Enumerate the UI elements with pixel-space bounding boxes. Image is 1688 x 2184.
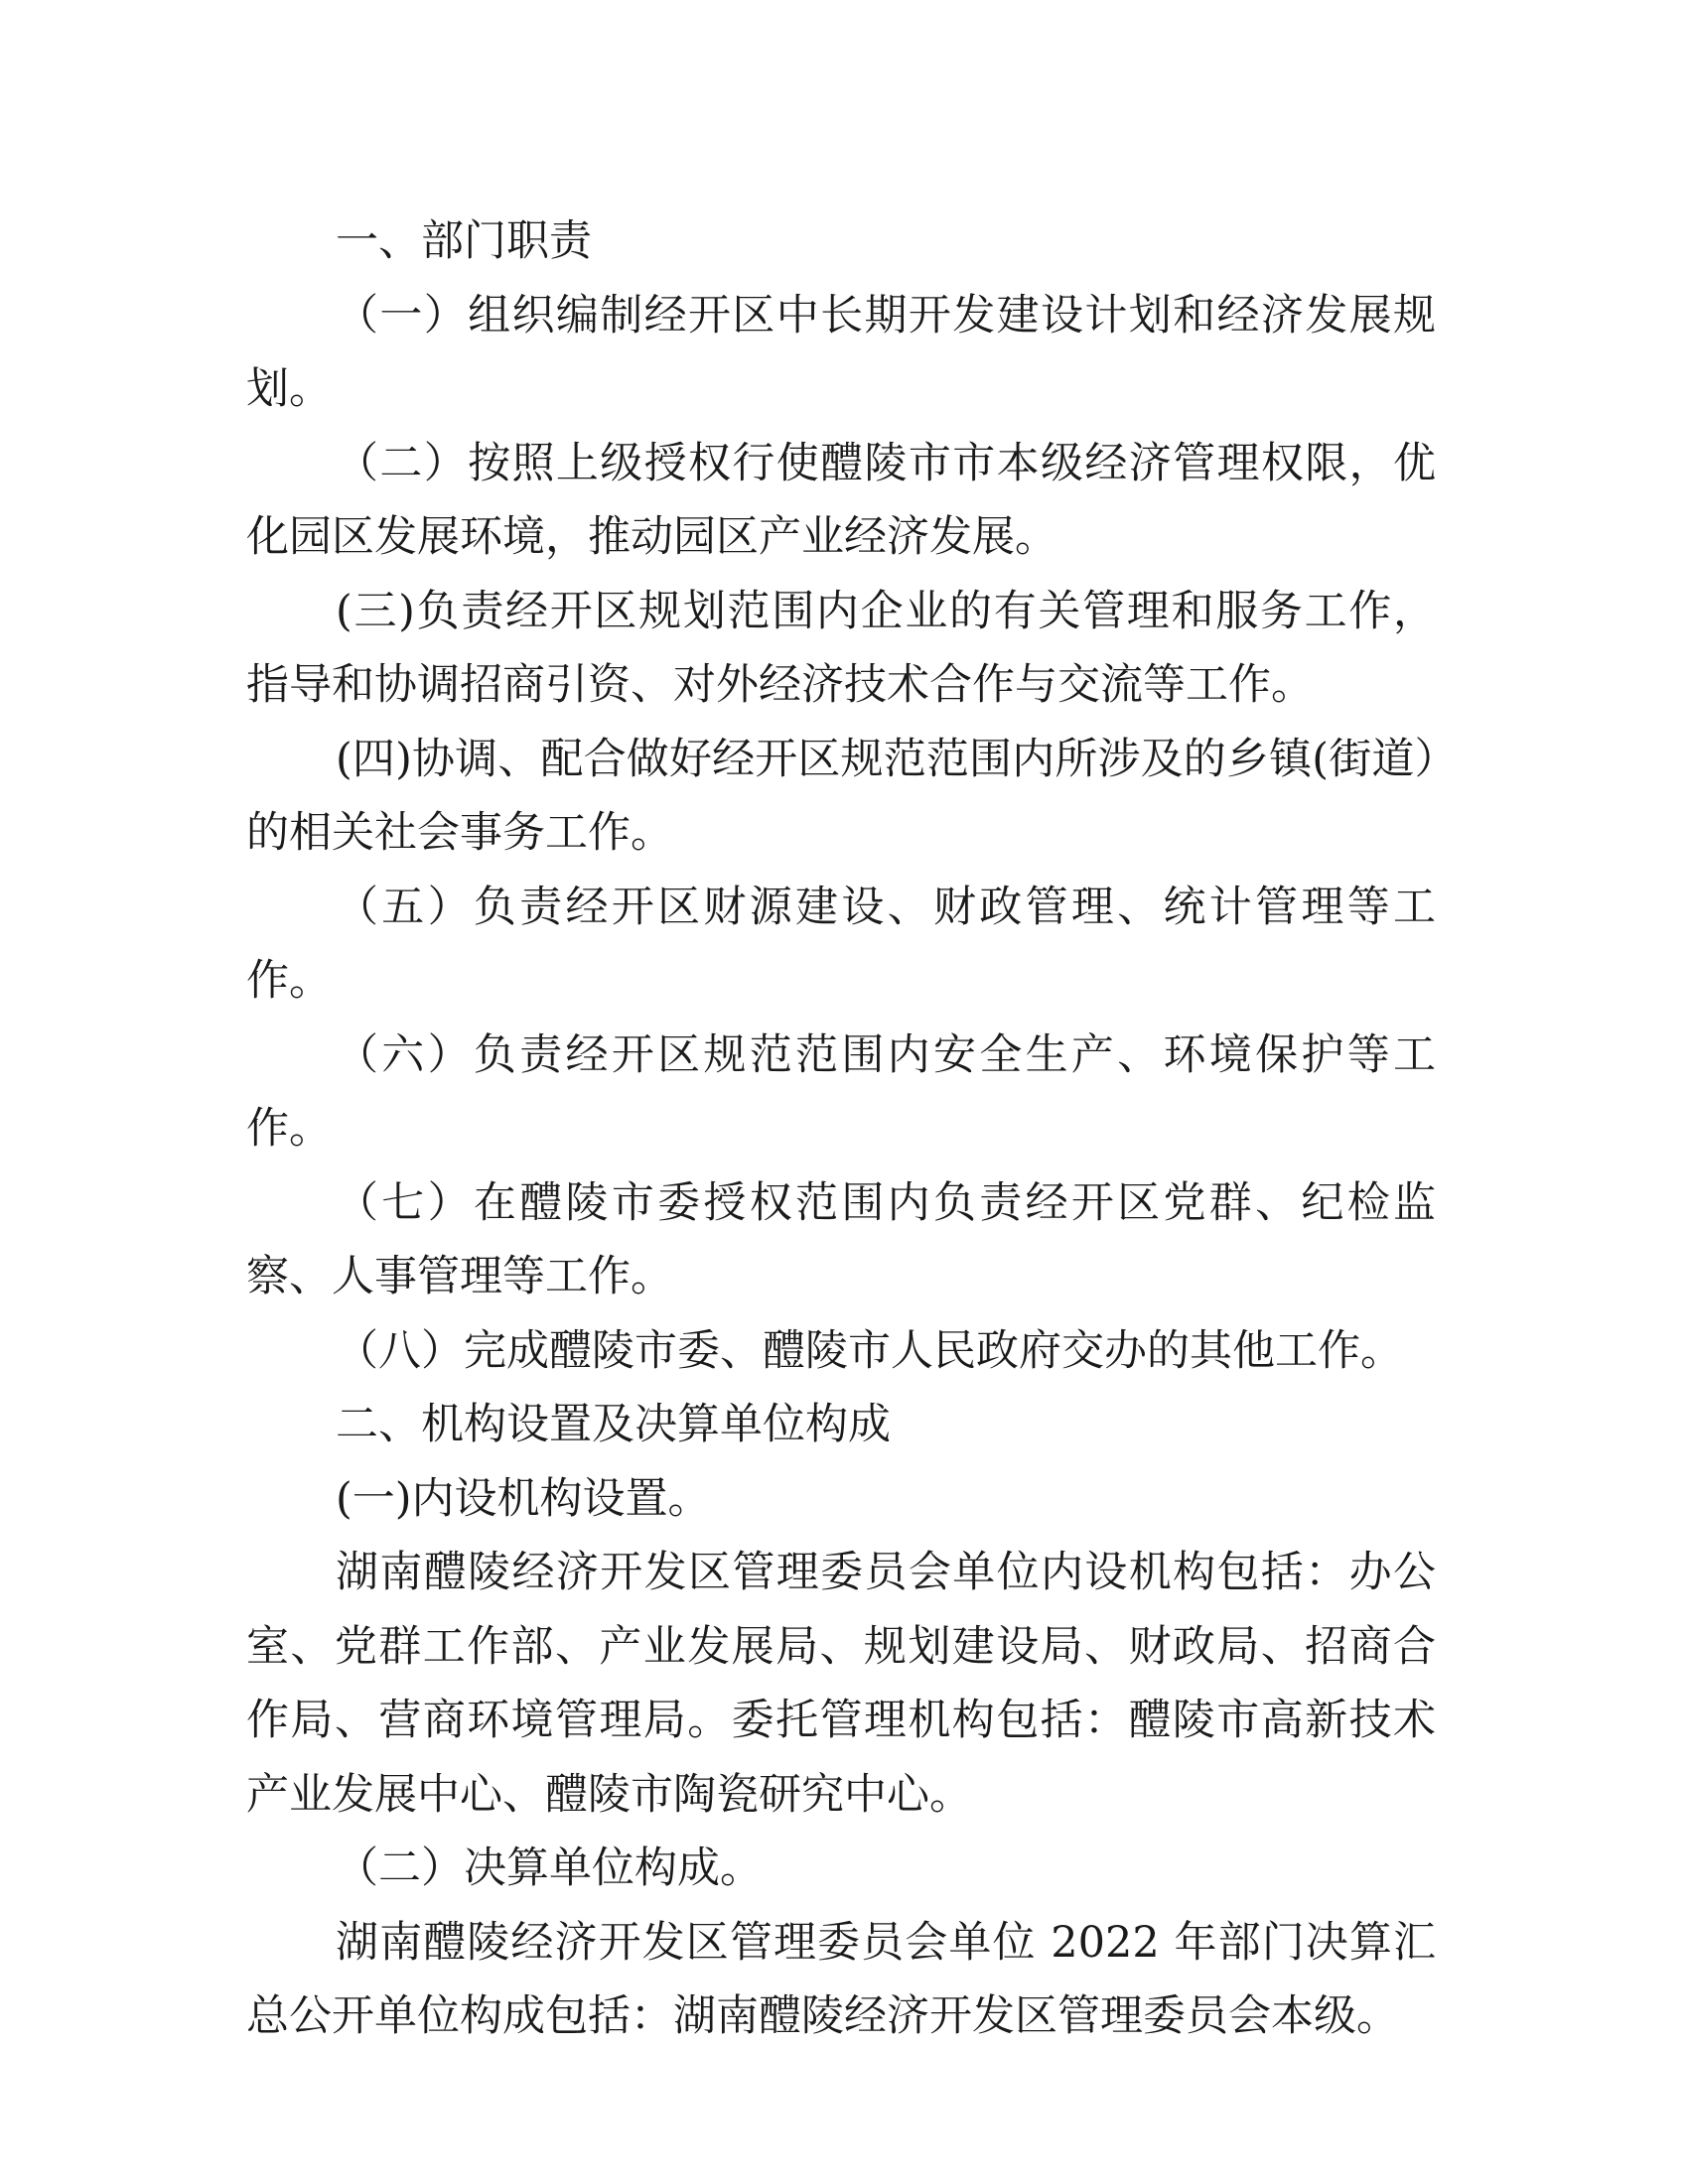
duty-item-3: (三)负责经开区规划范围内企业的有关管理和服务工作，指导和协调招商引资、对外经济技术合作与交流等工作。 [246,586,1436,710]
duty-item-4: (四)协调、配合做好经开区规范范围内所涉及的乡镇(街道）的相关社会事务工作。 [246,734,1436,858]
duty-item-6: （六）负责经开区规范范围内安全生产、环境保护等工作。 [246,1029,1436,1154]
subheading-internal-structure: (一)内设机构设置。 [336,1473,711,1524]
duty-item-8: （八）完成醴陵市委、醴陵市人民政府交办的其他工作。 [336,1325,1403,1376]
section-heading-structure: 二、机构设置及决算单位构成 [336,1400,891,1449]
duty-item-5: （五）负责经开区财源建设、财政管理、统计管理等工作。 [246,882,1436,1006]
subheading-accounting-units: （二）决算单位构成。 [336,1843,763,1893]
internal-structure-text: 湖南醴陵经济开发区管理委员会单位内设机构包括：办公室、党群工作部、产业发展局、规划建设局、财政局、招商合作局、营商环境管理局。委托管理机构包括：醴陵市高新技术产业发展中心、醴陵市陶瓷研究中心。 [246,1548,1436,1820]
duty-item-7: （七）在醴陵市委授权范围内负责经开区党群、纪检监察、人事管理等工作。 [246,1177,1436,1301]
duty-item-2: （二）按照上级授权行使醴陵市市本级经济管理权限，优化园区发展环境，推动园区产业经济发展。 [246,438,1436,562]
duty-item-1: （一）组织编制经开区中长期开发建设计划和经济发展规划。 [246,290,1436,414]
section-heading-duties: 一、部门职责 [336,216,592,266]
document-body [246,205,1436,2054]
accounting-units-text: 湖南醴陵经济开发区管理委员会单位 2022 年部门决算汇总公开单位构成包括：湖南醴陵经济开发区管理委员会本级。 [246,1917,1436,2041]
